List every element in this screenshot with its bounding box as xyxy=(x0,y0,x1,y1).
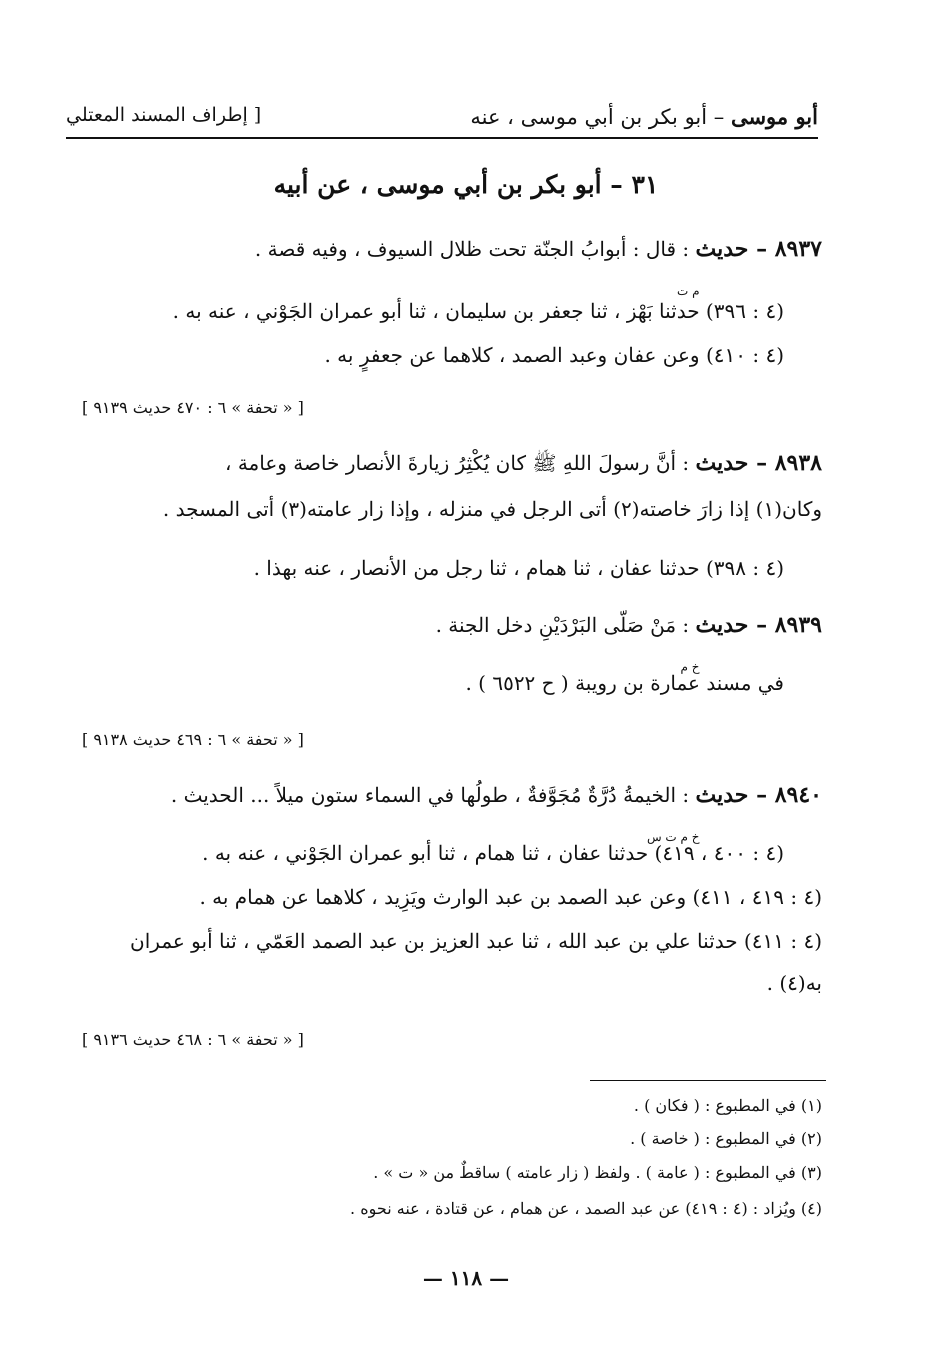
hadith-8939-line xyxy=(82,610,822,674)
header-chapter-name: أبو موسى xyxy=(730,104,818,129)
header-rule xyxy=(66,137,818,139)
hadith-8940-chain-1: (٤ : ٤٠٠ ، ٤١٩) حدثنا عفان ، ثنا همام ، ثنا أبو عمران الجَوْني ، عنه به . xyxy=(202,841,784,865)
hadith-8937-sigla-text: م ت xyxy=(676,284,700,298)
hadith-8940-chain-2: (٤ : ٤١٩ ، ٤١١) وعن عبد الصمد بن عبد الوارث ويَزِيد ، كلاهما عن همام به . xyxy=(199,885,822,909)
hadith-8938-text: : أنَّ رسولَ اللهِ ﷺ كان يُكْثِرُ زيارةَ الأنصار خاصة وعامة ، xyxy=(225,451,696,475)
chapter-title: ٣١ – أبو بكر بن أبي موسى ، عن أبيه xyxy=(273,170,659,199)
hadith-8937-head: ٨٩٣٧ – حديث xyxy=(695,236,822,262)
hadith-8940-text: : الخيمةُ دُرَّةٌ مُجَوَّفةٌ ، طولُها في السماء ستون ميلاً ... الحديث . xyxy=(170,783,696,807)
page-number: — ١١٨ — xyxy=(422,1266,510,1290)
hadith-8937-chain-1: (٤ : ٣٩٦) حدثنا بَهْز ، ثنا جعفر بن سليمان ، ثنا أبو عمران الجَوْني ، عنه به . xyxy=(172,299,784,323)
hadith-8937-chain-2: (٤ : ٤١٠) وعن عفان وعبد الصمد ، كلاهما عن جعفرٍ به . xyxy=(324,343,784,367)
hadith-8939-chain-1: في مسند عمارة بن رويبة ( ح ٦٥٢٢ ) . xyxy=(465,671,784,695)
hadith-8937-line xyxy=(82,234,822,298)
hadith-8940-chain-4: به(٤) . xyxy=(766,971,822,995)
hadith-8939-head: ٨٩٣٩ – حديث xyxy=(695,612,822,638)
hadith-8939-sigla-text: خ م xyxy=(680,660,700,674)
hadith-8940-sigla-text: خ م ت س xyxy=(646,830,700,844)
hadith-8938-chain-1: (٤ : ٣٩٨) حدثنا عفان ، ثنا همام ، ثنا رجل من الأنصار ، عنه بهذا . xyxy=(253,556,784,580)
hadith-8940-line xyxy=(82,780,822,844)
header-chapter xyxy=(470,104,818,129)
hadith-8939-tuhfa-ref: [ « تحفة » ٦ : ٤٦٩ حديث ٩١٣٨ ] xyxy=(82,730,304,749)
hadith-8937-tuhfa-ref: [ « تحفة » ٦ : ٤٧٠ حديث ٩١٣٩ ] xyxy=(82,398,304,417)
footnote-4: (٤) ويُزاد : (٤ : ٤١٩) عن عبد الصمد ، عن همام ، عن قتادة ، عنه نحوه . xyxy=(350,1199,822,1218)
hadith-8940-chain-3: (٤ : ٤١١) حدثنا علي بن عبد الله ، ثنا عبد العزيز بن عبد الصمد العَمّي ، ثنا أبو عمران xyxy=(130,929,822,953)
footnote-1: (١) في المطبوع : ( فكان ) . xyxy=(633,1096,822,1115)
hadith-8938-head: ٨٩٣٨ – حديث xyxy=(695,450,822,476)
hadith-8938-line xyxy=(82,448,822,478)
hadith-8940-tuhfa-ref: [ « تحفة » ٦ : ٤٦٨ حديث ٩١٣٦ ] xyxy=(82,1030,304,1049)
header-book-title: [ إطراف المسند المعتلي xyxy=(66,104,262,126)
header-chapter-rest: – أبو بكر بن أبي موسى ، عنه xyxy=(470,105,731,129)
hadith-8938-line-2: وكان(١) إذا زارَ خاصته(٢) أتى الرجل في منزله ، وإذا زار عامته(٣) أتى المسجد . xyxy=(162,497,822,521)
hadith-8940-head: ٨٩٤٠ – حديث xyxy=(695,782,822,808)
hadith-8939-text: : مَنْ صَلّى البَرْدَيْنِ دخل الجنة . xyxy=(435,613,696,637)
footnote-3: (٣) في المطبوع : ( عامة ) . ولفظ ( زار عامته ) ساقطٌ من « ت » . xyxy=(373,1163,822,1182)
hadith-8937-text: : قال : أبوابُ الجنّة تحت ظلال السيوف ، وفيه قصة . xyxy=(254,237,696,261)
footnote-rule xyxy=(590,1080,826,1081)
footnote-2: (٢) في المطبوع : ( خاصة ) . xyxy=(630,1129,822,1148)
running-header xyxy=(66,104,818,138)
